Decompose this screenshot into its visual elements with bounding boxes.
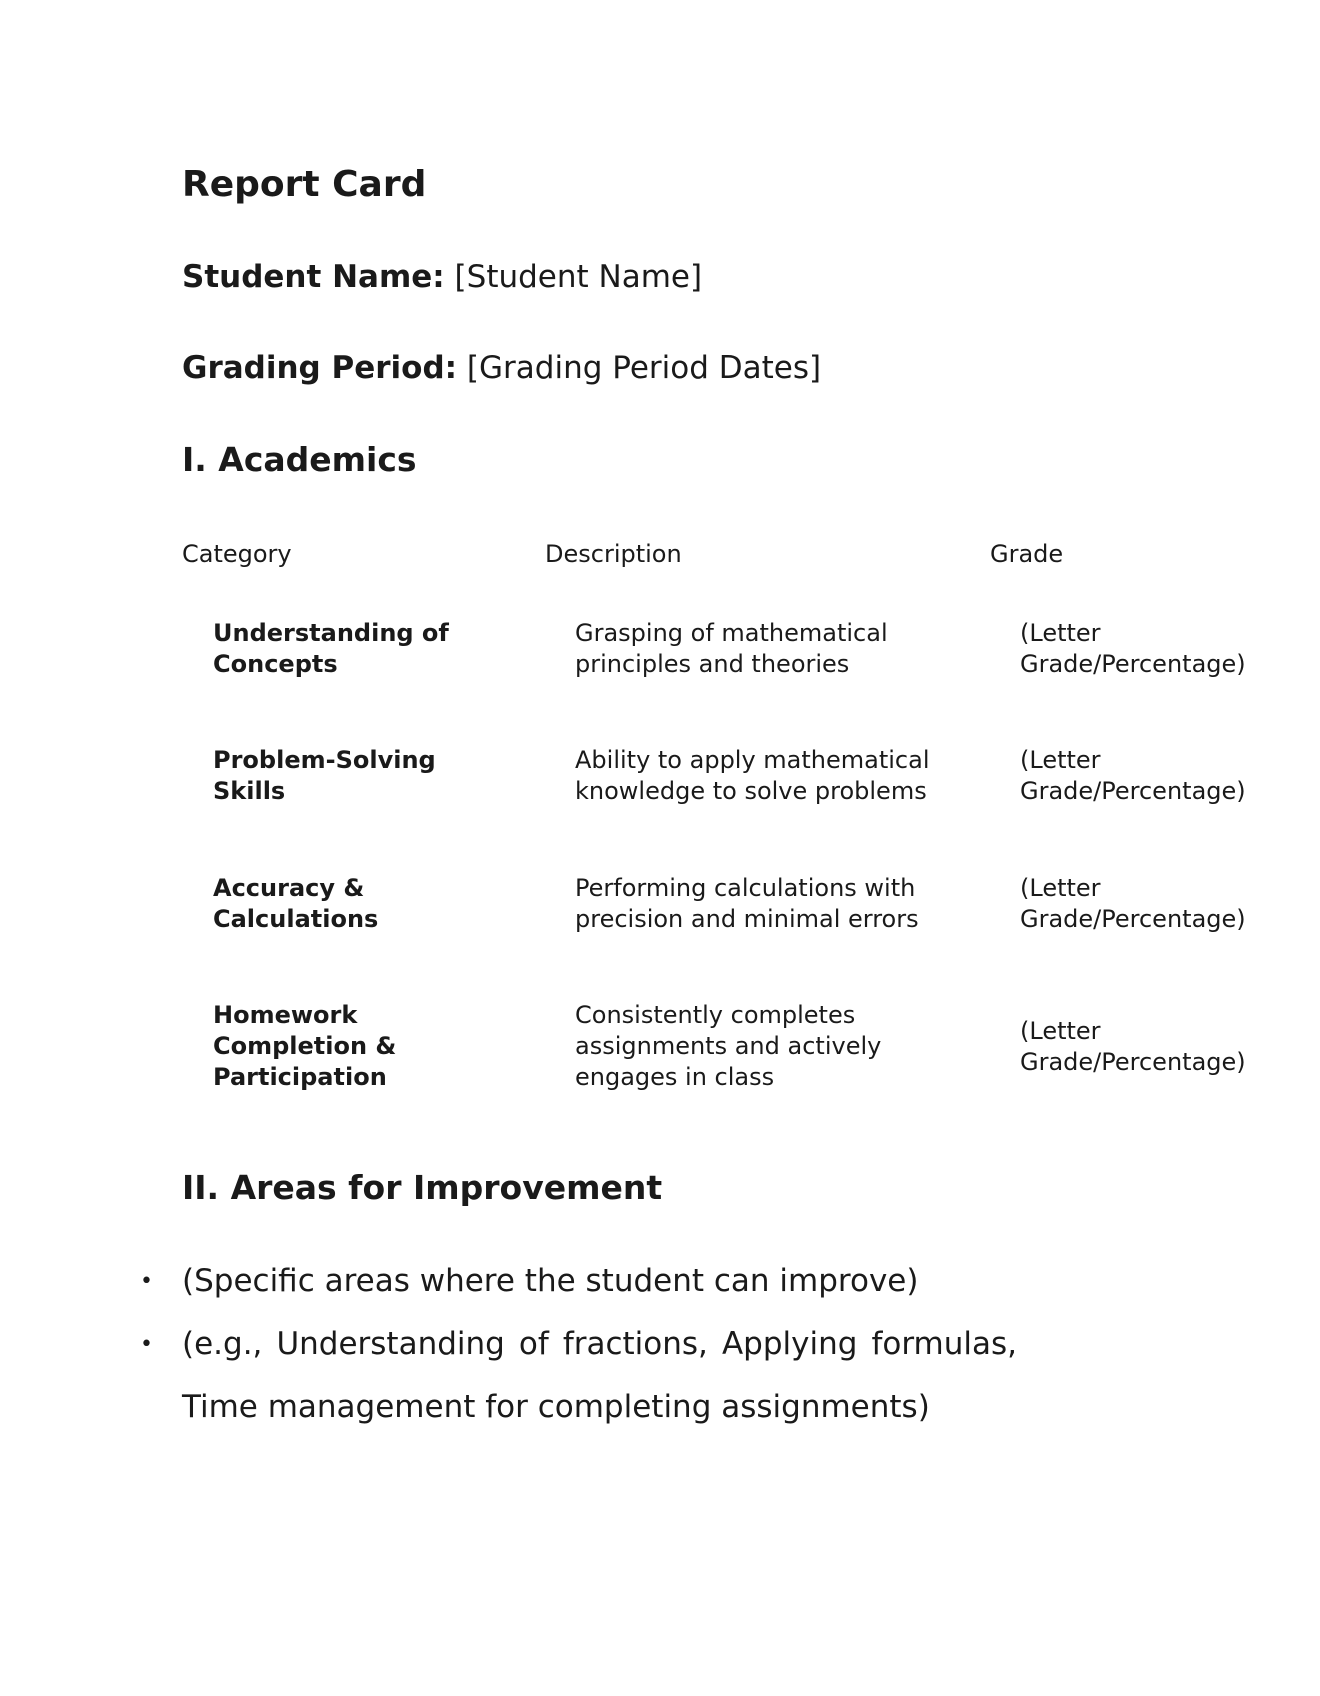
column-header-category: Category <box>182 540 292 568</box>
bullet-icon: • <box>140 1269 153 1294</box>
bullet-icon: • <box>140 1332 153 1357</box>
student-name-value: [Student Name] <box>444 259 703 295</box>
improvement-list <box>140 1250 1017 1439</box>
grading-period-label: Grading Period: <box>182 350 458 386</box>
list-item <box>140 1250 1017 1313</box>
grade-cell: (Letter Grade/Percentage) <box>1020 746 1246 805</box>
improvement-heading: II. Areas for Improvement <box>182 1168 663 1207</box>
student-name-field <box>182 259 702 295</box>
academics-heading: I. Academics <box>182 440 417 479</box>
list-item <box>140 1313 1017 1439</box>
description-cell: Grasping of mathematical principles and theories <box>575 619 888 678</box>
list-item-text: (Specific areas where the student can improve) <box>182 1263 919 1299</box>
student-name-label: Student Name: <box>182 259 445 295</box>
column-header-grade: Grade <box>990 540 1064 568</box>
grading-period-field <box>182 350 821 386</box>
category-cell: Homework Completion & Participation <box>213 1001 397 1091</box>
grade-cell: (Letter Grade/Percentage) <box>1020 874 1246 933</box>
description-cell: Consistently completes assignments and actively engages in class <box>575 1001 882 1091</box>
category-cell: Accuracy & Calculations <box>213 874 379 933</box>
grading-period-value: [Grading Period Dates] <box>457 350 822 386</box>
description-cell: Ability to apply mathematical knowledge to solve problems <box>575 746 930 805</box>
page-title: Report Card <box>182 164 427 205</box>
description-cell: Performing calculations with precision and minimal errors <box>575 874 919 933</box>
category-cell: Problem-Solving Skills <box>213 746 436 805</box>
list-item-text: (e.g., Understanding of fractions, Applying formulas, Time management for completing assignments) <box>182 1326 1017 1425</box>
column-header-description: Description <box>545 540 682 568</box>
category-cell: Understanding of Concepts <box>213 619 449 678</box>
grade-cell: (Letter Grade/Percentage) <box>1020 1017 1246 1076</box>
grade-cell: (Letter Grade/Percentage) <box>1020 619 1246 678</box>
